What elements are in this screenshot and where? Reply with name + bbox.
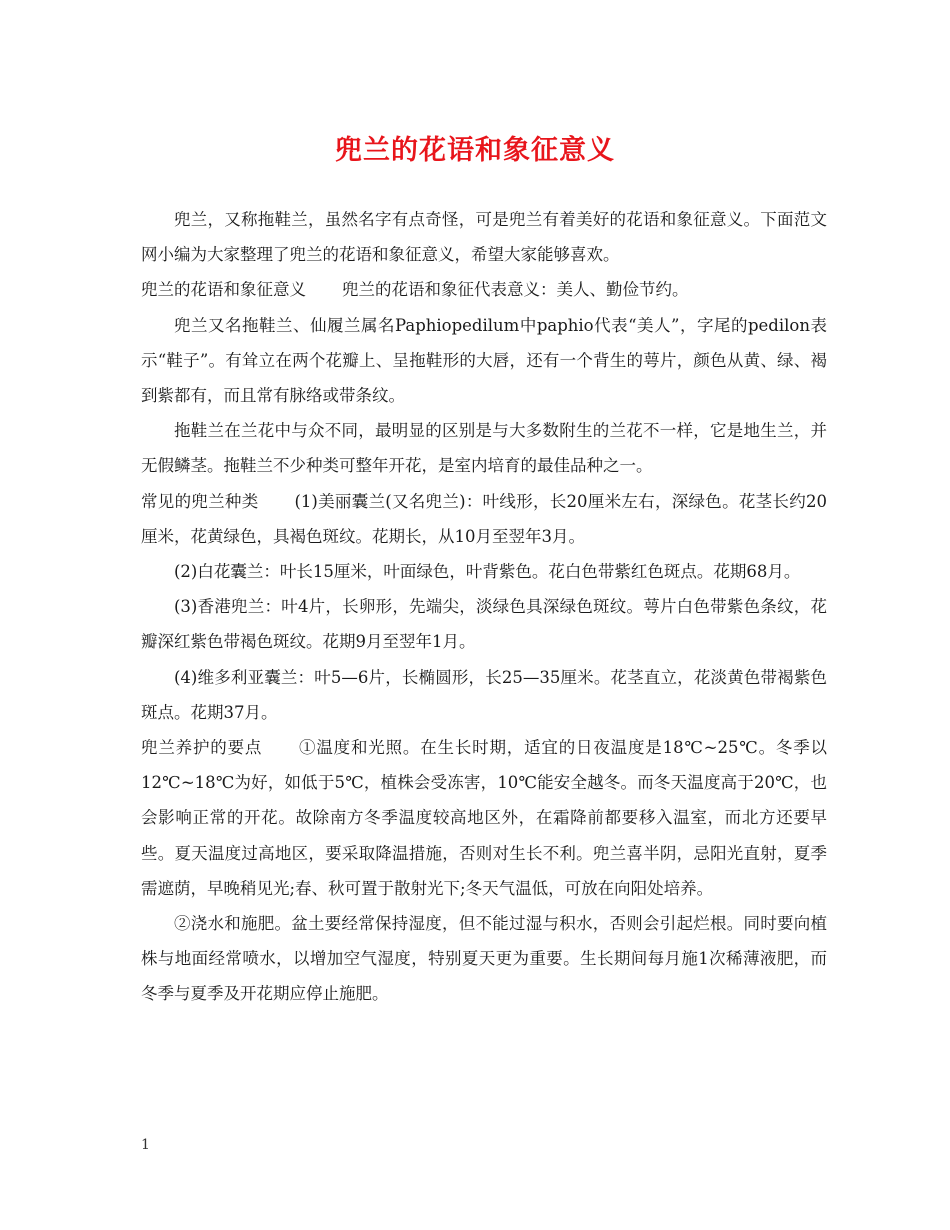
document-title: 兜兰的花语和象征意义: [335, 135, 615, 166]
meaning-text: 兜兰的花语和象征代表意义：美人、勤俭节约。: [342, 280, 689, 300]
species-item-1: (1)美丽囊兰(又名兜兰)：叶线形，长20厘米左右，深绿色。花茎长约20厘米，花黄绿色，具褐色斑纹。花期长，从10月至翌年3月。: [141, 491, 827, 546]
name-origin-paragraph: 兜兰又名拖鞋兰、仙履兰属名Paphiopedilum中paphio代表“美人”，字尾的pedilon表示“鞋子”。有耸立在两个花瓣上、呈拖鞋形的大唇，还有一个背生的萼片，颜色从黄、绿、褐到紫都有，而且常有脉络或带条纹。: [141, 315, 827, 406]
page-number: 1: [141, 1137, 150, 1153]
care-item-1: ①温度和光照。在生长时期，适宜的日夜温度是18℃~25℃。冬季以12℃~18℃为好，如低于5℃，植株会受冻害，10℃能安全越冬。而冬天温度高于20℃，也会影响正常的开花。故除南方冬季温度较高地区外，在霜降前都要移入温室，而北方还要早些。夏天温度过高地区，要采取降温措施，否则对生长不利。兜兰喜半阴，忌阳光直射，夏季需遮荫，早晚稍见光;春、秋可置于散射光下;冬天气温低，可放在向阳处培养。: [141, 738, 828, 898]
species-item-3: (3)香港兜兰：叶4片，长卵形，先端尖，淡绿色具深绿色斑纹。萼片白色带紫色条纹，花瓣深红紫色带褐色斑纹。花期9月至翌年1月。: [141, 597, 827, 652]
species-item-4: (4)维多利亚囊兰：叶5—6片，长椭圆形，长25—35厘米。花茎直立，花淡黄色带褐紫色斑点。花期37月。: [141, 667, 827, 722]
care-item-2: ②浇水和施肥。盆土要经常保持湿度，但不能过湿与积水，否则会引起烂根。同时要向植株与地面经常喷水，以增加空气湿度，特别夏天更为重要。生长期间每月施1次稀薄液肥，而冬季与夏季及开花期应停止施肥。: [141, 914, 827, 1004]
intro-paragraph: 兜兰，又称拖鞋兰，虽然名字有点奇怪，可是兜兰有着美好的花语和象征意义。下面范文网小编为大家整理了兜兰的花语和象征意义，希望大家能够喜欢。: [141, 210, 827, 265]
care-heading: 兜兰养护的要点: [141, 738, 263, 758]
document-body: [141, 202, 827, 1012]
species-item-2: (2)白花囊兰：叶长15厘米，叶面绿色，叶背紫色。花白色带紫红色斑点。花期68月。: [174, 562, 801, 582]
care-paragraph: [141, 730, 827, 906]
meaning-heading: 兜兰的花语和象征意义: [141, 280, 306, 300]
species-paragraph: [141, 484, 827, 554]
meaning-paragraph: [141, 272, 827, 307]
difference-paragraph: 拖鞋兰在兰花中与众不同，最明显的区别是与大多数附生的兰花不一样，它是地生兰，并无假鳞茎。拖鞋兰不少种类可整年开花，是室内培育的最佳品种之一。: [141, 421, 827, 476]
species-heading: 常见的兜兰种类: [141, 491, 259, 511]
